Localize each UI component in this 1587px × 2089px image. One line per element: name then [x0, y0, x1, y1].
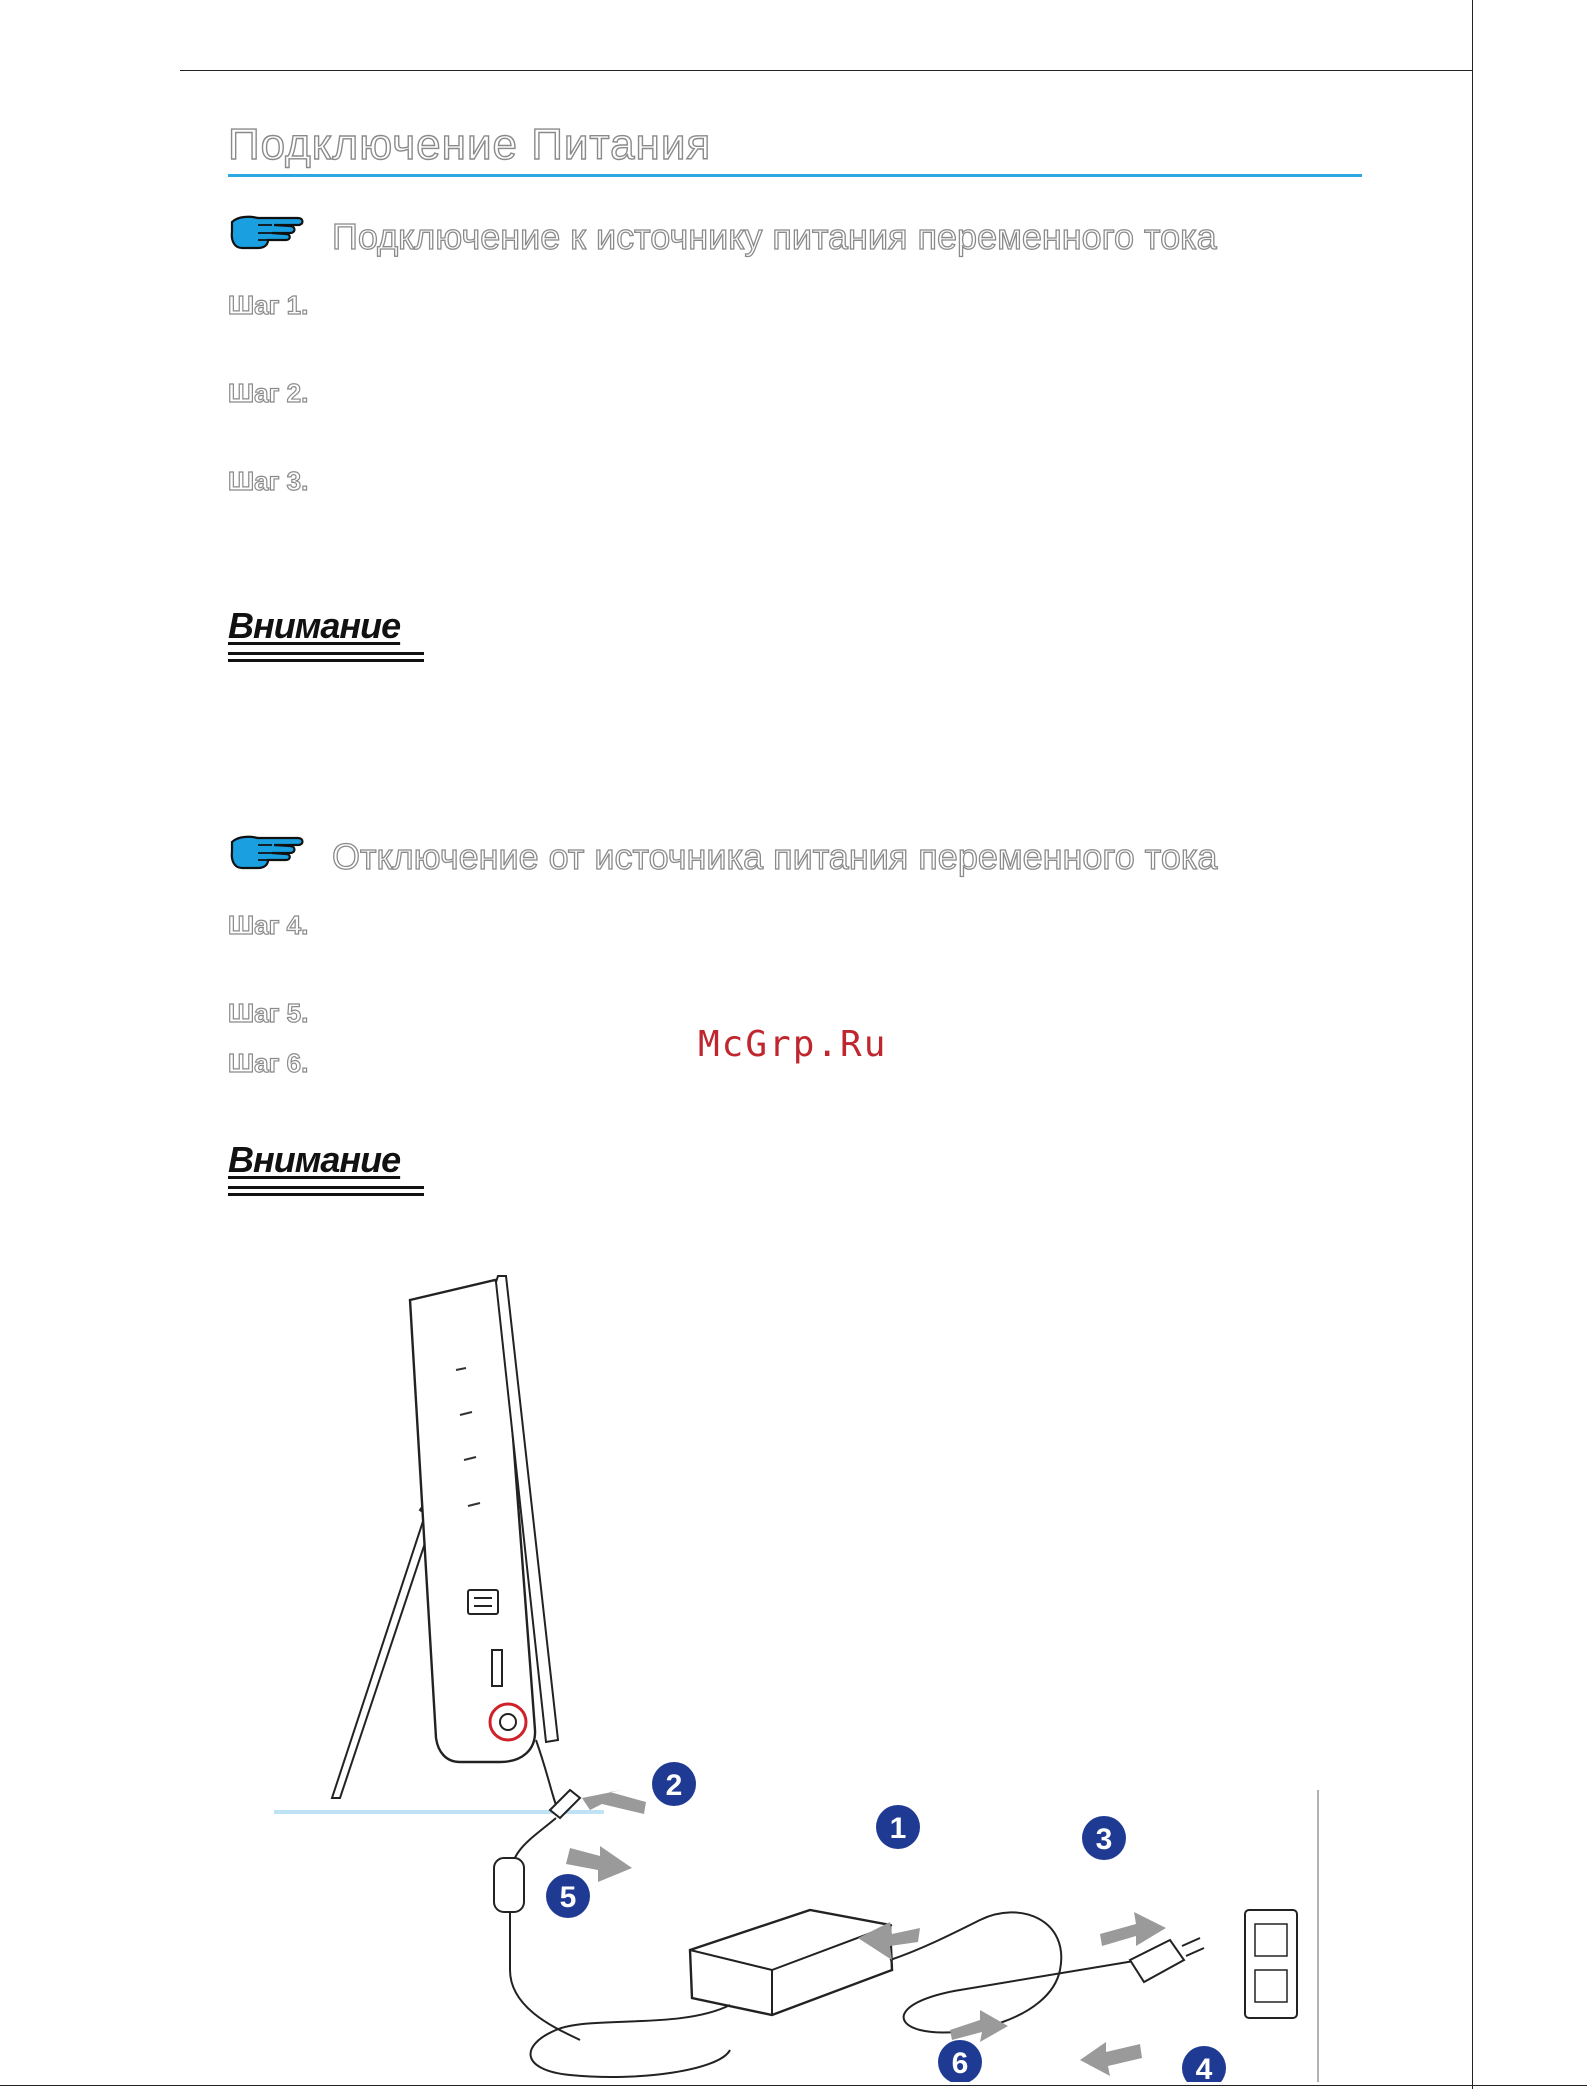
callout-6-label: 6	[951, 2047, 969, 2080]
step-2: Шаг 2.	[228, 378, 309, 408]
callout-4-label: 4	[1195, 2053, 1213, 2082]
top-border	[180, 70, 1472, 71]
ac-plug	[1130, 1940, 1184, 1982]
watermark: McGrp.Ru	[698, 1024, 888, 1065]
disconnect-heading-text: Отключение от источника питания переменного тока	[332, 836, 1218, 877]
caution-label-1	[228, 606, 424, 662]
usb-ports	[468, 1590, 498, 1614]
callout-3-label: 3	[1095, 1823, 1113, 1856]
ac-cord	[890, 1912, 1140, 2032]
bottom-border	[0, 2085, 1587, 2086]
coiled-cord	[531, 2005, 730, 2077]
step-3: Шаг 3.	[228, 466, 309, 496]
power-port	[500, 1714, 516, 1730]
step-5: Шаг 5.	[228, 998, 309, 1028]
caution-label-2	[228, 1140, 424, 1196]
pointing-hand-icon	[228, 212, 308, 254]
step-6: Шаг 6.	[228, 1048, 309, 1078]
monitor-body	[410, 1280, 535, 1762]
page-title: Подключение Питания	[228, 120, 712, 169]
title-underline	[228, 174, 1362, 177]
connect-heading-text: Подключение к источнику питания переменного тока	[332, 216, 1217, 257]
caution-text-2: Внимание	[228, 1139, 401, 1180]
card-slot	[492, 1650, 502, 1686]
ferrite-core	[494, 1858, 524, 1912]
right-border	[1472, 0, 1473, 2089]
pointing-hand-icon	[228, 832, 308, 874]
callout-1-label: 1	[889, 1812, 907, 1845]
callout-5-label: 5	[559, 1881, 577, 1914]
step-1: Шаг 1.	[228, 290, 309, 320]
power-connection-illustration	[260, 1270, 1330, 2082]
callout-2-label: 2	[665, 1769, 683, 1802]
caution-text-1: Внимание	[228, 605, 401, 646]
step-4: Шаг 4.	[228, 910, 309, 940]
stand-leg	[332, 1500, 438, 1798]
